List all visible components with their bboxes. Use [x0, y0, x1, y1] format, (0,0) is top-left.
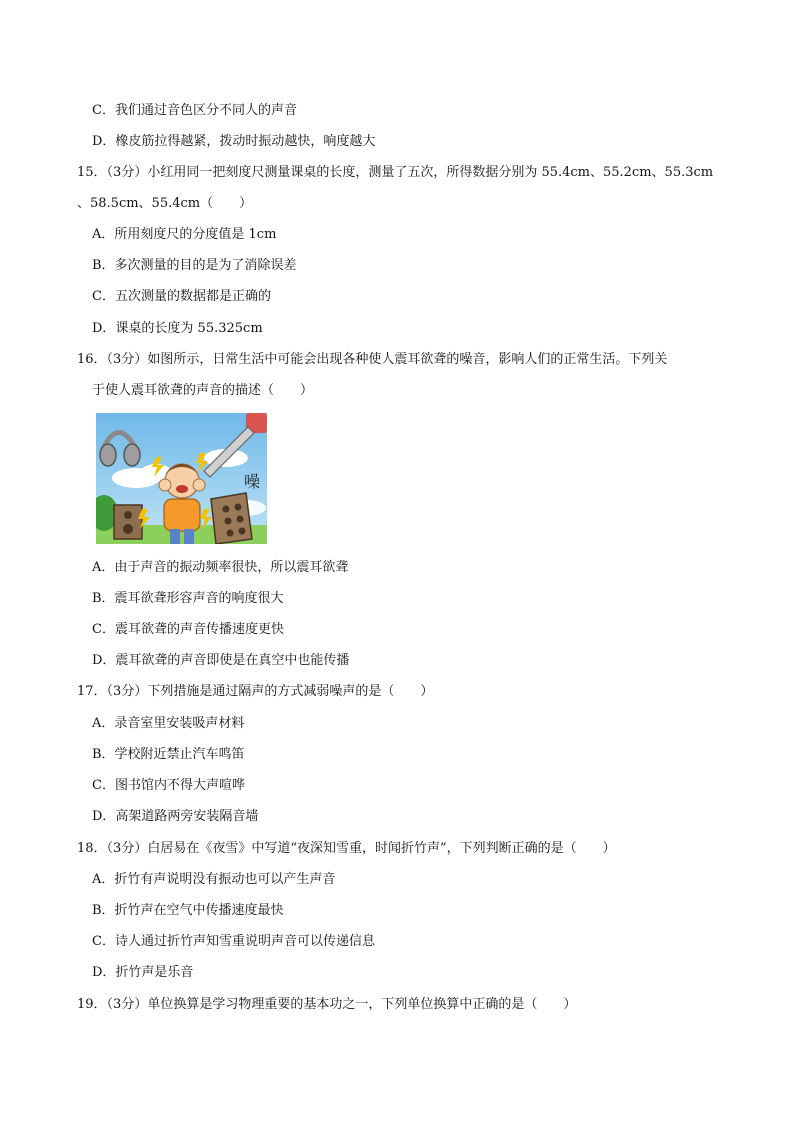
q18-stem: 18．（3分）白居易在《夜雪》中写道“夜深知雪重，时闻折竹声”，下列判断正确的是（ ） [77, 841, 616, 856]
q18-option-b: B．折竹声在空气中传播速度最快 [92, 903, 284, 918]
q17-option-a: A．录音室里安装吸声材料 [92, 716, 245, 731]
noise-illustration [96, 413, 267, 544]
q17-option-d: D．高架道路两旁安装隔音墙 [92, 809, 259, 824]
speaker-right-icon [211, 493, 252, 544]
q15-option-d: D．课桌的长度为 55.325cm [92, 321, 263, 336]
q16-option-b: B．震耳欲聋形容声音的响度很大 [92, 591, 284, 606]
q14-option-c: C．我们通过音色区分不同人的声音 [92, 103, 297, 118]
q17-option-c: C．图书馆内不得大声喧哗 [92, 778, 245, 793]
q16-option-a: A．由于声音的振动频率很快，所以震耳欲聋 [92, 560, 349, 575]
q15-stem-line1: 15．（3分）小红用同一把刻度尺测量课桌的长度，测量了五次，所得数据分别为 55.4cm、55.2cm、55.3cm [77, 165, 714, 180]
q16-option-d: D．震耳欲聋的声音即使是在真空中也能传播 [92, 653, 350, 668]
q17-stem: 17．（3分）下列措施是通过隔声的方式减弱噪声的是（ ） [77, 684, 434, 699]
q15-stem-line2: 、58.5cm、55.4cm（ ） [77, 196, 253, 211]
q14-option-d: D．橡皮筋拉得越紧，拨动时振动越快，响度越大 [92, 134, 376, 149]
q16-stem-line1: 16．（3分）如图所示，日常生活中可能会出现各种使人震耳欲聋的噪音，影响人们的正常生活。下列关 [77, 352, 668, 367]
q19-stem: 19．（3分）单位换算是学习物理重要的基本功之一，下列单位换算中正确的是（ ） [77, 997, 577, 1012]
q18-option-a: A．折竹有声说明没有振动也可以产生声音 [92, 872, 336, 887]
q18-option-c: C．诗人通过折竹声知雪重说明声音可以传递信息 [92, 934, 375, 949]
q15-option-a: A．所用刻度尺的分度值是 1cm [92, 227, 277, 242]
q17-option-b: B．学校附近禁止汽车鸣笛 [92, 747, 245, 762]
q16-option-c: C．震耳欲聋的声音传播速度更快 [92, 622, 284, 637]
q16-stem-line2: 于使人震耳欲聋的声音的描述（ ） [92, 383, 314, 398]
q15-option-b: B．多次测量的目的是为了消除误差 [92, 258, 297, 273]
speaker-left-icon [114, 505, 142, 539]
q15-option-c: C．五次测量的数据都是正确的 [92, 289, 271, 304]
q18-option-d: D．折竹声是乐音 [92, 965, 194, 980]
noise-character: 噪 [244, 472, 261, 491]
